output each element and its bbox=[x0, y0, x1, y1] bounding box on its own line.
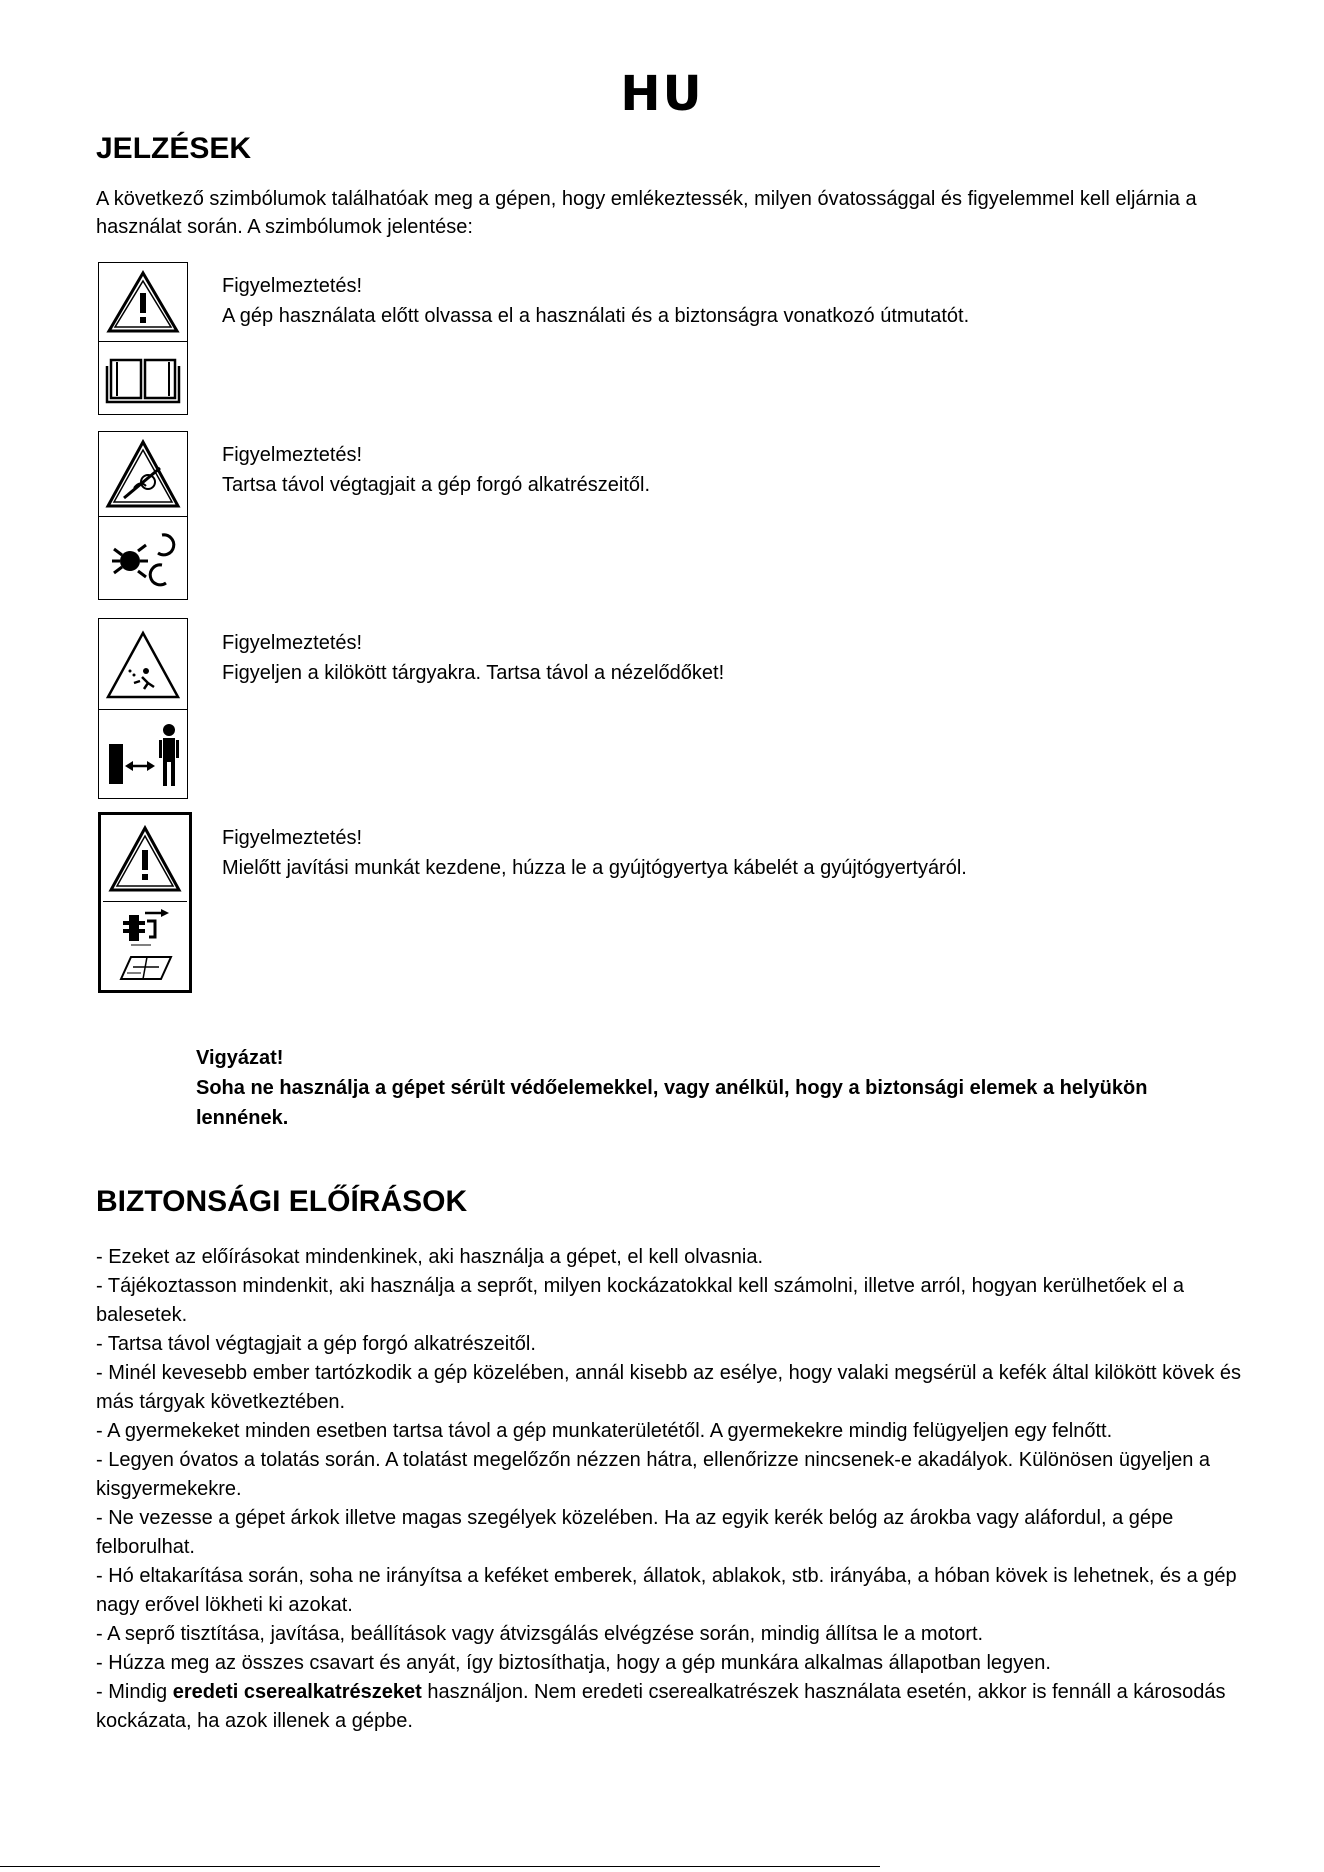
symbol-box-3 bbox=[98, 618, 188, 799]
hand-injury-warning-icon bbox=[99, 432, 187, 517]
symbol-box-1 bbox=[98, 262, 188, 415]
manual-book-icon bbox=[99, 342, 187, 414]
warning-text: A gép használata előtt olvassa el a használati és a biztonságra vonatkozó útmutatót. bbox=[222, 305, 970, 327]
section-title-symbols: JELZÉSEK bbox=[96, 132, 252, 165]
list-item: - Legyen óvatos a tolatás során. A tolatást megelőzőn nézzen hátra, ellenőrizze nincsenek-e akadályok. Különösen ügyeljen a kisgyermekekre. bbox=[96, 1449, 1211, 1500]
warning-text: Figyeljen a kilökött tárgyakra. Tartsa távol a nézelődőket! bbox=[222, 662, 725, 684]
list-item: - Tartsa távol végtagjait a gép forgó alkatrészeitől. bbox=[96, 1333, 536, 1355]
warning-title: Figyelmeztetés! bbox=[222, 275, 363, 297]
keep-distance-icon bbox=[99, 710, 187, 798]
warning-text: Tartsa távol végtagjait a gép forgó alkatrészeitől. bbox=[222, 474, 651, 496]
warning-2 bbox=[222, 440, 650, 500]
caution-note bbox=[196, 1043, 1196, 1133]
list-item: - Húzza meg az összes csavart és anyát, így biztosíthatja, hogy a gép munkára alkalmas állapotban legyen. bbox=[96, 1652, 1051, 1674]
warning-1 bbox=[222, 271, 969, 331]
warning-3 bbox=[222, 628, 724, 688]
list-item: - A gyermekeket minden esetben tartsa távol a gép munkaterületétől. A gyermekekre mindig felügyeljen egy felnőtt. bbox=[96, 1420, 1113, 1442]
spark-plug-disconnect-icon bbox=[103, 902, 187, 988]
section-title-safety: BIZTONSÁGI ELŐÍRÁSOK bbox=[96, 1185, 468, 1218]
footer-rule bbox=[0, 1866, 880, 1867]
list-item bbox=[96, 1678, 1256, 1736]
language-code: HU bbox=[620, 66, 704, 122]
warning-exclamation-icon bbox=[99, 263, 187, 342]
list-item-text: - Mindig bbox=[96, 1681, 173, 1703]
list-item: - Ezeket az előírásokat mindenkinek, aki használja a gépet, el kell olvasnia. bbox=[96, 1246, 764, 1268]
list-item-text: használjon. Nem eredeti cserealkatrészek használata esetén, akkor is fennáll a károsodás kockázata, ha azok illenek a gépbe. bbox=[96, 1681, 1226, 1732]
list-item: - Ne vezesse a gépet árkok illetve magas szegélyek közelében. Ha az egyik kerék belóg az árokba vagy aláfordul, a gépe felborulhat. bbox=[96, 1507, 1174, 1558]
safety-rules-list bbox=[96, 1243, 1256, 1736]
warning-exclamation-icon bbox=[103, 817, 187, 902]
warning-text: Mielőtt javítási munkát kezdene, húzza le a gyújtógyertya kábelét a gyújtógyertyáról. bbox=[222, 857, 967, 879]
list-item: - A seprő tisztítása, javítása, beállítások vagy átvizsgálás elvégzése során, mindig állítsa le a motort. bbox=[96, 1623, 984, 1645]
symbols-intro: A következő szimbólumok találhatóak meg a gépen, hogy emlékeztessék, milyen óvatossággal és figyelemmel kell eljárnia a használat során. A szimbólumok jelentése: bbox=[96, 188, 1197, 238]
list-item: - Hó eltakarítása során, soha ne irányítsa a keféket emberek, állatok, ablakok, stb. irányába, a hóban kövek is lehetnek, és a gép nagy erővel lökheti ki azokat. bbox=[96, 1565, 1237, 1616]
list-item: - Tájékoztasson mindenkit, aki használja a seprőt, milyen kockázatokkal kell számolni, illetve arról, hogyan kerülhetőek el a balesetek. bbox=[96, 1275, 1184, 1326]
caution-text: Soha ne használja a gépet sérült védőelemekkel, vagy anélkül, hogy a biztonsági elemek a helyükön lennének. bbox=[196, 1077, 1148, 1129]
warning-title: Figyelmeztetés! bbox=[222, 827, 363, 849]
symbol-box-2 bbox=[98, 431, 188, 600]
list-item: - Minél kevesebb ember tartózkodik a gép közelében, annál kisebb az esélye, hogy valaki megsérül a kefék által kilökött kövek és más tárgyak következtében. bbox=[96, 1362, 1242, 1413]
list-item-emphasis: eredeti cserealkatrészeket bbox=[172, 1681, 422, 1703]
rotating-brush-icon bbox=[99, 517, 187, 599]
symbol-box-4 bbox=[98, 812, 192, 993]
warning-title: Figyelmeztetés! bbox=[222, 444, 363, 466]
warning-4 bbox=[222, 823, 967, 883]
thrown-objects-warning-icon bbox=[99, 619, 187, 710]
caution-title: Vigyázat! bbox=[196, 1047, 284, 1069]
warning-title: Figyelmeztetés! bbox=[222, 632, 363, 654]
